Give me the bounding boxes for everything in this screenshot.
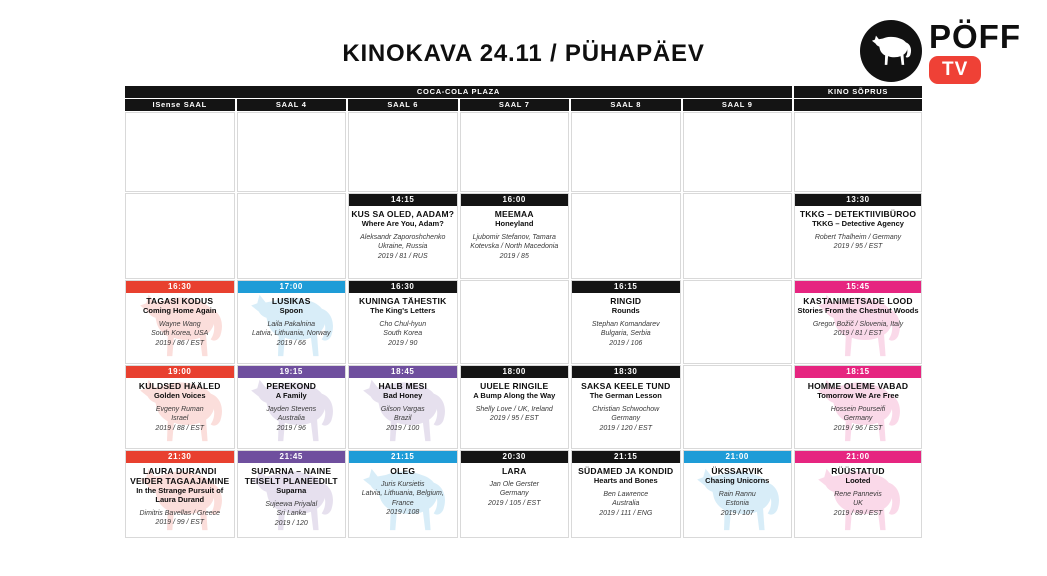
film-credits [351,320,455,348]
film-title-english: Golden Voices [153,391,206,401]
film-credits [686,490,790,518]
program-cell [237,280,347,364]
film-credits [240,320,344,348]
credit-line: 2019 / 106 [609,339,643,347]
credit-line: Germany [611,415,641,423]
film-title-english: Looted [845,476,871,486]
film-title-original: ÜKSSARVIK [711,466,764,476]
credit-line: Sujeewa Priyalal [265,500,318,508]
film-credits [797,490,919,518]
credit-line: 2019 / 90 [388,339,418,347]
film-title-english: The King's Letters [370,306,436,316]
film-credits [797,320,919,339]
hall-header-saal-8: SAAL 8 [571,99,681,111]
film-title-english: Rounds [611,306,640,316]
credit-line: South Korea, USA [151,330,209,338]
empty-cell [571,112,681,192]
hall-header-saal-7: SAAL 7 [460,99,570,111]
film-credits [128,405,232,433]
film-title-english: Chasing Unicorns [705,476,770,486]
program-cell [460,365,570,449]
screening-time: 18:00 [460,365,570,378]
credit-line: 2019 / 81 / EST [833,330,883,338]
screening-time: 19:15 [237,365,347,378]
empty-cell [460,112,570,192]
credit-line: Israel [171,415,189,423]
film-credits [463,480,567,508]
credit-line: 2019 / 86 / EST [155,339,205,347]
hall-header-kino-soprus [794,99,922,111]
screening-time: 16:30 [125,280,235,293]
credit-line: UK [853,500,863,508]
program-cell [460,450,570,538]
screening-time: 19:00 [125,365,235,378]
program-cell [237,365,347,449]
cinema-schedule-table [125,86,922,538]
credit-line: 2019 / 100 [386,424,420,432]
poff-tv-logo [860,20,1021,84]
credit-line: Cho Chul-hyun [379,320,427,328]
film-title-english: Hearts and Bones [593,476,658,486]
credit-line: 2019 / 88 / EST [155,424,205,432]
credit-line: 2019 / 96 [276,424,306,432]
credit-line: Australia [612,500,640,508]
film-credits [797,233,919,252]
credit-line: Hossein Pourseifi [830,405,886,413]
film-credits [240,500,344,528]
film-title-original: KUNINGA TÄHESTIK [359,296,447,306]
film-title-original: SÜDAMED JA KONDID [578,466,674,476]
credit-line: Rain Rannu [718,490,756,498]
program-cell [794,193,922,279]
program-cell [794,280,922,364]
screening-time: 16:00 [460,193,570,206]
screening-time: 21:30 [125,450,235,463]
film-title-original: TAGASI KODUS [146,296,214,306]
program-cell [125,450,235,538]
credit-line: Rene Pannevis [834,490,882,498]
screening-time: 17:00 [237,280,347,293]
credit-line: 2019 / 95 / EST [489,415,539,423]
film-title-original: OLEG [390,466,416,476]
empty-cell [683,365,793,449]
page-title: KINOKAVA 24.11 / PÜHAPÄEV [342,40,705,67]
program-cell [683,450,793,538]
film-title-english: TKKG – Detective Agency [812,219,904,229]
program-cell [794,450,922,538]
film-title-original: KULDSED HÄÄLED [138,381,221,391]
film-credits [797,405,919,433]
film-title-original: HOMME OLEME VABAD [807,381,909,391]
credit-line: South Korea [383,330,423,338]
film-credits [128,509,232,528]
program-cell [348,365,458,449]
empty-cell [571,193,681,279]
empty-cell [460,280,570,364]
credit-line: 2019 / 111 / ENG [599,509,653,517]
program-cell [125,365,235,449]
film-credits [574,320,678,348]
screening-time: 14:15 [348,193,458,206]
credit-line: Gregor Božič / Slovenia, Italy [812,320,904,328]
credit-line: Dimitris Bavellas / Greece [139,509,221,517]
program-cell [571,280,681,364]
credit-line: Christian Schwochow [592,405,660,413]
film-title-original: PEREKOND [266,381,317,391]
film-title-original: UUELE RINGILE [480,381,549,391]
screening-time: 21:45 [237,450,347,463]
credit-line: Germany [499,490,529,498]
program-cell [348,450,458,538]
credit-line: 2019 / 99 / EST [155,519,205,527]
program-cell [571,365,681,449]
credit-line: 2019 / 89 / EST [833,509,883,517]
credit-line: Germany [843,415,873,423]
program-cell [348,193,458,279]
credit-line: 2019 / 96 / EST [833,424,883,432]
credit-line: Bulgaria, Serbia [600,330,651,338]
film-title-original: SAKSA KEELE TUND [581,381,671,391]
film-title-original: RÜÜSTATUD [831,466,885,476]
venue-coca-cola-plaza: COCA-COLA PLAZA [125,86,792,98]
empty-cell [348,112,458,192]
film-title-original: LARA [502,466,527,476]
film-credits [351,233,455,261]
hall-header-saal-4: SAAL 4 [237,99,347,111]
credit-line: Jan Ole Gerster [489,481,539,489]
venue-kino-soprus: KINO SÕPRUS [794,86,922,98]
film-credits [574,405,678,433]
program-cell [571,450,681,538]
hall-header-isense-saal: ISense SAAL [125,99,235,111]
film-credits [574,490,678,518]
empty-cell [683,112,793,192]
screening-time: 20:30 [460,450,570,463]
credit-line: 2019 / 108 [386,509,420,517]
program-cell [125,280,235,364]
empty-cell [125,193,235,279]
credit-line: Ben Lawrence [603,490,649,498]
credit-line: Shelly Love / UK, Ireland [475,405,553,413]
screening-time: 13:30 [794,193,922,206]
film-title-original: SUPARNA – NAINE TEISELT PLANEEDILT [244,466,338,487]
credit-line: Ukraine, Russia [378,243,428,251]
credit-line: 2019 / 107 [720,509,754,517]
screening-time: 16:30 [348,280,458,293]
credit-line: Australia [277,415,305,423]
film-title-english: Spoon [279,306,303,316]
film-title-original: LAURA DURANDI VEIDER TAGAAJAMINE [130,466,230,487]
empty-cell [125,112,235,192]
empty-cell [237,193,347,279]
credit-line: 2019 / 95 / EST [833,243,883,251]
screening-time: 18:45 [348,365,458,378]
hall-header-saal-9: SAAL 9 [683,99,793,111]
program-cell [460,193,570,279]
screening-time: 21:15 [571,450,681,463]
film-title-original: HALB MESI [378,381,428,391]
program-cell [348,280,458,364]
film-credits [463,233,567,261]
film-title-english: A Bump Along the Way [473,391,556,401]
logo-brand-text: PÖFF [929,18,1021,55]
empty-cell [237,112,347,192]
film-credits [128,320,232,348]
screening-time: 16:15 [571,280,681,293]
credit-line: 2019 / 120 / EST [599,424,653,432]
credit-line: 2019 / 85 [499,252,529,260]
film-title-english: Bad Honey [383,391,423,401]
film-title-english: Coming Home Again [143,306,217,316]
screening-time: 21:15 [348,450,458,463]
empty-cell [683,280,793,364]
film-title-english: A Family [275,391,307,401]
credit-line: 2019 / 120 [274,519,308,527]
film-title-english: Tomorrow We Are Free [817,391,899,401]
credit-line: 2019 / 81 / RUS [377,252,428,260]
credit-line: Estonia [725,500,749,508]
film-title-original: RINGID [610,296,642,306]
credit-line: Laila Pakalnina [267,320,315,328]
schedule-body [125,112,922,538]
film-title-english: In the Strange Pursuit of Laura Durand [136,486,224,504]
wolf-logo-icon [860,20,922,82]
program-cell [794,365,922,449]
screening-time: 18:30 [571,365,681,378]
screening-time: 21:00 [683,450,793,463]
film-title-english: Honeyland [495,219,534,229]
logo-tv-badge: TV [929,56,981,84]
credit-line: Gilson Vargas [380,405,425,413]
credit-line: Sri Lanka [276,510,307,518]
film-title-english: Suparna [276,486,307,496]
film-credits [351,480,455,518]
film-credits [463,405,567,424]
film-title-original: KUS SA OLED, AADAM? [351,209,455,219]
venue-header-row [125,86,922,98]
credit-line: Latvia, Lithuania, Belgium, France [361,490,444,507]
credit-line: Stephan Komandarev [591,320,660,328]
film-title-original: LUSIKAS [271,296,311,306]
credit-line: Evgeny Ruman [155,405,204,413]
film-title-english: The German Lesson [589,391,662,401]
film-title-english: Stories From the Chestnut Woods [797,306,919,316]
film-credits [351,405,455,433]
credit-line: Robert Thalheim / Germany [814,233,902,241]
screening-time: 15:45 [794,280,922,293]
screening-time: 21:00 [794,450,922,463]
credit-line: Brazil [393,415,412,423]
film-title-english: Where Are You, Adam? [361,219,444,229]
screening-time: 18:15 [794,365,922,378]
empty-cell [683,193,793,279]
credit-line: Latvia, Lithuania, Norway [251,330,331,338]
program-cell [237,450,347,538]
credit-line: 2019 / 66 [276,339,306,347]
credit-line: Jayden Stevens [266,405,317,413]
credit-line: 2019 / 105 / EST [487,499,541,507]
credit-line: Aleksandr Zaporoshchenko [360,233,446,241]
credit-line: Wayne Wang [158,320,201,328]
film-title-original: MEEMAA [494,209,534,219]
film-title-original: TKKG – DETEKTIIVIBÜROO [799,209,917,219]
film-title-original: KASTANIMETSADE LOOD [803,296,913,306]
credit-line: Ljubomir Stefanov, Tamara Kotevska / North Macedonia [470,233,559,251]
hall-header-row [125,99,922,111]
empty-cell [794,112,922,192]
film-credits [240,405,344,433]
credit-line: Juris Kursietis [380,481,425,489]
hall-header-saal-6: SAAL 6 [348,99,458,111]
